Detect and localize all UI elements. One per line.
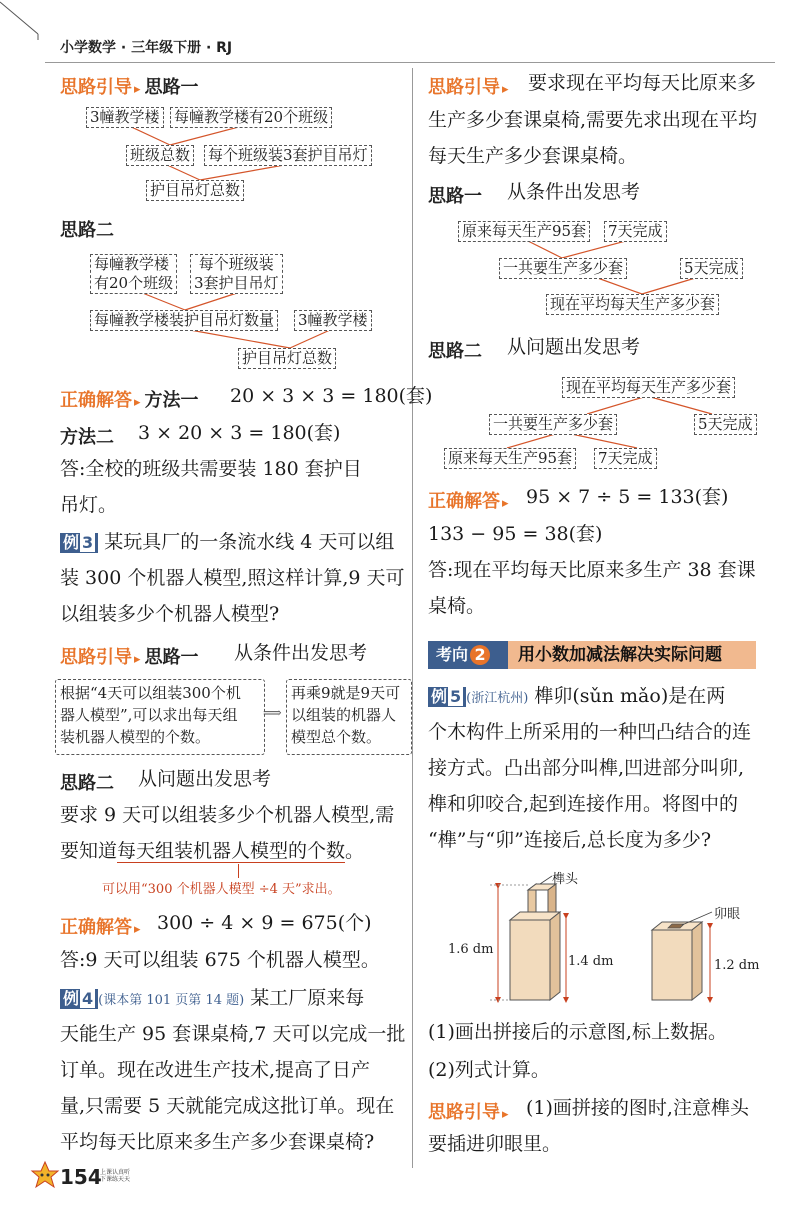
example-3-badge: 例 3 bbox=[60, 533, 98, 553]
hint-connector bbox=[238, 864, 239, 878]
arrow-right-icon: ⟹ bbox=[263, 706, 282, 721]
r-last-line-1: (1)画拼接的图时,注意榫头 bbox=[526, 1097, 749, 1119]
r-answer-line-1: 答:现在平均每天比原来多生产 38 套课 bbox=[428, 559, 756, 581]
example-5-line-4: 榫和卯咬合,起到连接作用。将图中的 bbox=[428, 793, 739, 815]
section-banner-title: 用小数加减法解决实际问题 bbox=[518, 645, 722, 665]
example-4-line-1: 例 4 (课本第 101 页第 14 题) 某工厂原来每 bbox=[60, 988, 364, 1011]
tenon-block bbox=[510, 884, 560, 1000]
example-3-line-1: 例 3 某玩具厂的一条流水线 4 天可以组 bbox=[60, 532, 394, 553]
r2-box-total: 一共要生产多少套 bbox=[489, 414, 617, 435]
example-5-line-2: 个木构件上所采用的一种凹凸结合的连 bbox=[428, 721, 752, 743]
example-5-badge: 例 5 bbox=[428, 687, 466, 707]
running-header: 小学数学 · 三年级下册 · RJ bbox=[60, 40, 233, 56]
example-5-line-5: “榫”与“卯”连接后,总长度为多少? bbox=[428, 829, 712, 851]
r1-line-3: 每天生产多少套课桌椅。 bbox=[428, 145, 638, 167]
ex3-para-line-2: 要知道每天组装机器人模型的个数。 bbox=[60, 840, 365, 862]
example-4-line-5: 平均每天比原来多生产多少套课桌椅? bbox=[60, 1131, 375, 1153]
method-1-expr: 20 × 3 × 3 = 180(套) bbox=[230, 385, 433, 407]
ex3-answer-expr: 300 ÷ 4 × 9 = 675(个) bbox=[157, 912, 372, 934]
box-each-building-20-classes: 每幢教学楼 有20个班级 bbox=[90, 254, 177, 294]
example-4-line-3: 订单。现在改进生产技术,提高了日产 bbox=[60, 1059, 371, 1081]
hint-tag-ex3: 思路引导 ▸ 思路一 bbox=[60, 647, 199, 668]
r1-line-1: 要求现在平均每天比原来多 bbox=[528, 72, 757, 94]
dim-1-4: 1.4 dm bbox=[568, 954, 614, 969]
r-answer-line-2: 桌椅。 bbox=[428, 595, 486, 617]
method-2-label: 方法二 bbox=[60, 427, 114, 448]
section-banner-label: 考向 2 bbox=[428, 641, 508, 669]
r2-box-95-per-day: 原来每天生产95套 bbox=[444, 448, 576, 469]
hint-tag-r1: 思路引导 ▸ bbox=[428, 77, 509, 98]
ex3-sub2-title: 思路二 bbox=[60, 773, 114, 794]
ex3-sub1-text: 从条件出发思考 bbox=[234, 642, 368, 664]
mortise-block bbox=[652, 922, 702, 1000]
r-s2-text: 从问题出发思考 bbox=[507, 336, 641, 358]
mascot-icon bbox=[30, 1160, 60, 1194]
box-lamp-total-b: 护目吊灯总数 bbox=[238, 348, 336, 369]
question-2: (2)列式计算。 bbox=[428, 1059, 550, 1081]
box-20-classes: 每幢教学楼有20个班级 bbox=[170, 107, 332, 128]
example-5-line-3: 接方式。凸出部分叫榫,凹进部分叫卯, bbox=[428, 757, 745, 779]
ex3-answer-line: 答:9 天可以组装 675 个机器人模型。 bbox=[60, 949, 380, 971]
ex3-sub2-text: 从问题出发思考 bbox=[138, 768, 272, 790]
answer-tag-ex3: 正确解答 ▸ bbox=[60, 917, 141, 938]
r-box-now-per-day: 现在平均每天生产多少套 bbox=[546, 294, 719, 315]
example-4-line-2: 天能生产 95 套课桌椅,7 天可以完成一批 bbox=[60, 1023, 406, 1045]
method-2-expr: 3 × 20 × 3 = 180(套) bbox=[138, 422, 341, 444]
r-box-5-days: 5天完成 bbox=[680, 258, 743, 279]
box-ex3-condition-1: 根据“4天可以组装300个机 器人模型”,可以求出每天组 装机器人模型的个数。 bbox=[55, 679, 265, 755]
r2-box-7-days: 7天完成 bbox=[594, 448, 657, 469]
r2-box-now-per-day: 现在平均每天生产多少套 bbox=[562, 377, 735, 398]
box-3-buildings-b: 3幢教学楼 bbox=[294, 310, 372, 331]
box-3-lamps-per-class: 每个班级装3套护目吊灯 bbox=[204, 145, 372, 166]
dim-1-6: 1.6 dm bbox=[448, 942, 494, 957]
r-s1-text: 从条件出发思考 bbox=[507, 181, 641, 203]
example-4-line-4: 量,只需要 5 天就能完成这批订单。现在 bbox=[60, 1095, 395, 1117]
answer-tag-1: 正确解答 ▸ 方法一 bbox=[60, 390, 199, 411]
example-4-badge: 例 4 bbox=[60, 989, 98, 1009]
box-class-total: 班级总数 bbox=[126, 145, 194, 166]
box-lamp-total: 护目吊灯总数 bbox=[146, 180, 244, 201]
r-answer-expr-2: 133 − 95 = 38(套) bbox=[428, 523, 603, 545]
r-box-7-days: 7天完成 bbox=[604, 221, 667, 242]
footer-slogan: 上课认真听 下课练天天 bbox=[100, 1169, 131, 1183]
r-s1-title: 思路一 bbox=[428, 186, 482, 207]
r1-line-2: 生产多少套课桌椅,需要先求出现在平均 bbox=[428, 109, 758, 131]
box-ex3-condition-2: 再乘9就是9天可 以组装的机器人 模型总个数。 bbox=[286, 679, 412, 755]
r-s2-title: 思路二 bbox=[428, 341, 482, 362]
ex3-para-line-1: 要求 9 天可以组装多少个机器人模型,需 bbox=[60, 804, 395, 826]
ex3-hint: 可以用“300 个机器人模型 ÷4 天”求出。 bbox=[102, 882, 341, 897]
answer-line-1: 答:全校的班级共需要装 180 套护目 bbox=[60, 458, 362, 480]
thinking-2-title: 思路二 bbox=[60, 220, 114, 241]
r-box-95-per-day: 原来每天生产95套 bbox=[458, 221, 590, 242]
hint-tag-last: 思路引导 ▸ bbox=[428, 1102, 509, 1123]
box-lamps-per-building: 每幢教学楼装护目吊灯数量 bbox=[90, 310, 278, 331]
example-3-line-3: 以组装多少个机器人模型? bbox=[60, 603, 280, 625]
r2-box-5-days: 5天完成 bbox=[694, 414, 757, 435]
example-3-line-2: 装 300 个机器人模型,照这样计算,9 天可 bbox=[60, 567, 405, 589]
label-tenon: 榫头 bbox=[552, 872, 579, 887]
answer-tag-r: 正确解答 ▸ bbox=[428, 491, 509, 512]
box-3-buildings: 3幢教学楼 bbox=[86, 107, 164, 128]
box-each-class-3-lamps: 每个班级装 3套护目吊灯 bbox=[190, 254, 283, 294]
hint-tag-1: 思路引导 ▸ 思路一 bbox=[60, 77, 199, 98]
page-number: 154 bbox=[60, 1165, 102, 1189]
example-5-line-1: 例 5 (浙江杭州) 榫卯(sǔn mǎo)是在两 bbox=[428, 686, 725, 709]
r-box-total: 一共要生产多少套 bbox=[499, 258, 627, 279]
dim-1-2: 1.2 dm bbox=[714, 958, 760, 973]
label-mortise: 卯眼 bbox=[714, 907, 741, 922]
r-last-line-2: 要插进卯眼里。 bbox=[428, 1133, 562, 1155]
r-answer-expr-1: 95 × 7 ÷ 5 = 133(套) bbox=[526, 486, 729, 508]
question-1: (1)画出拼接后的示意图,标上数据。 bbox=[428, 1021, 727, 1043]
answer-line-2: 吊灯。 bbox=[60, 494, 118, 516]
section-banner bbox=[428, 641, 756, 669]
